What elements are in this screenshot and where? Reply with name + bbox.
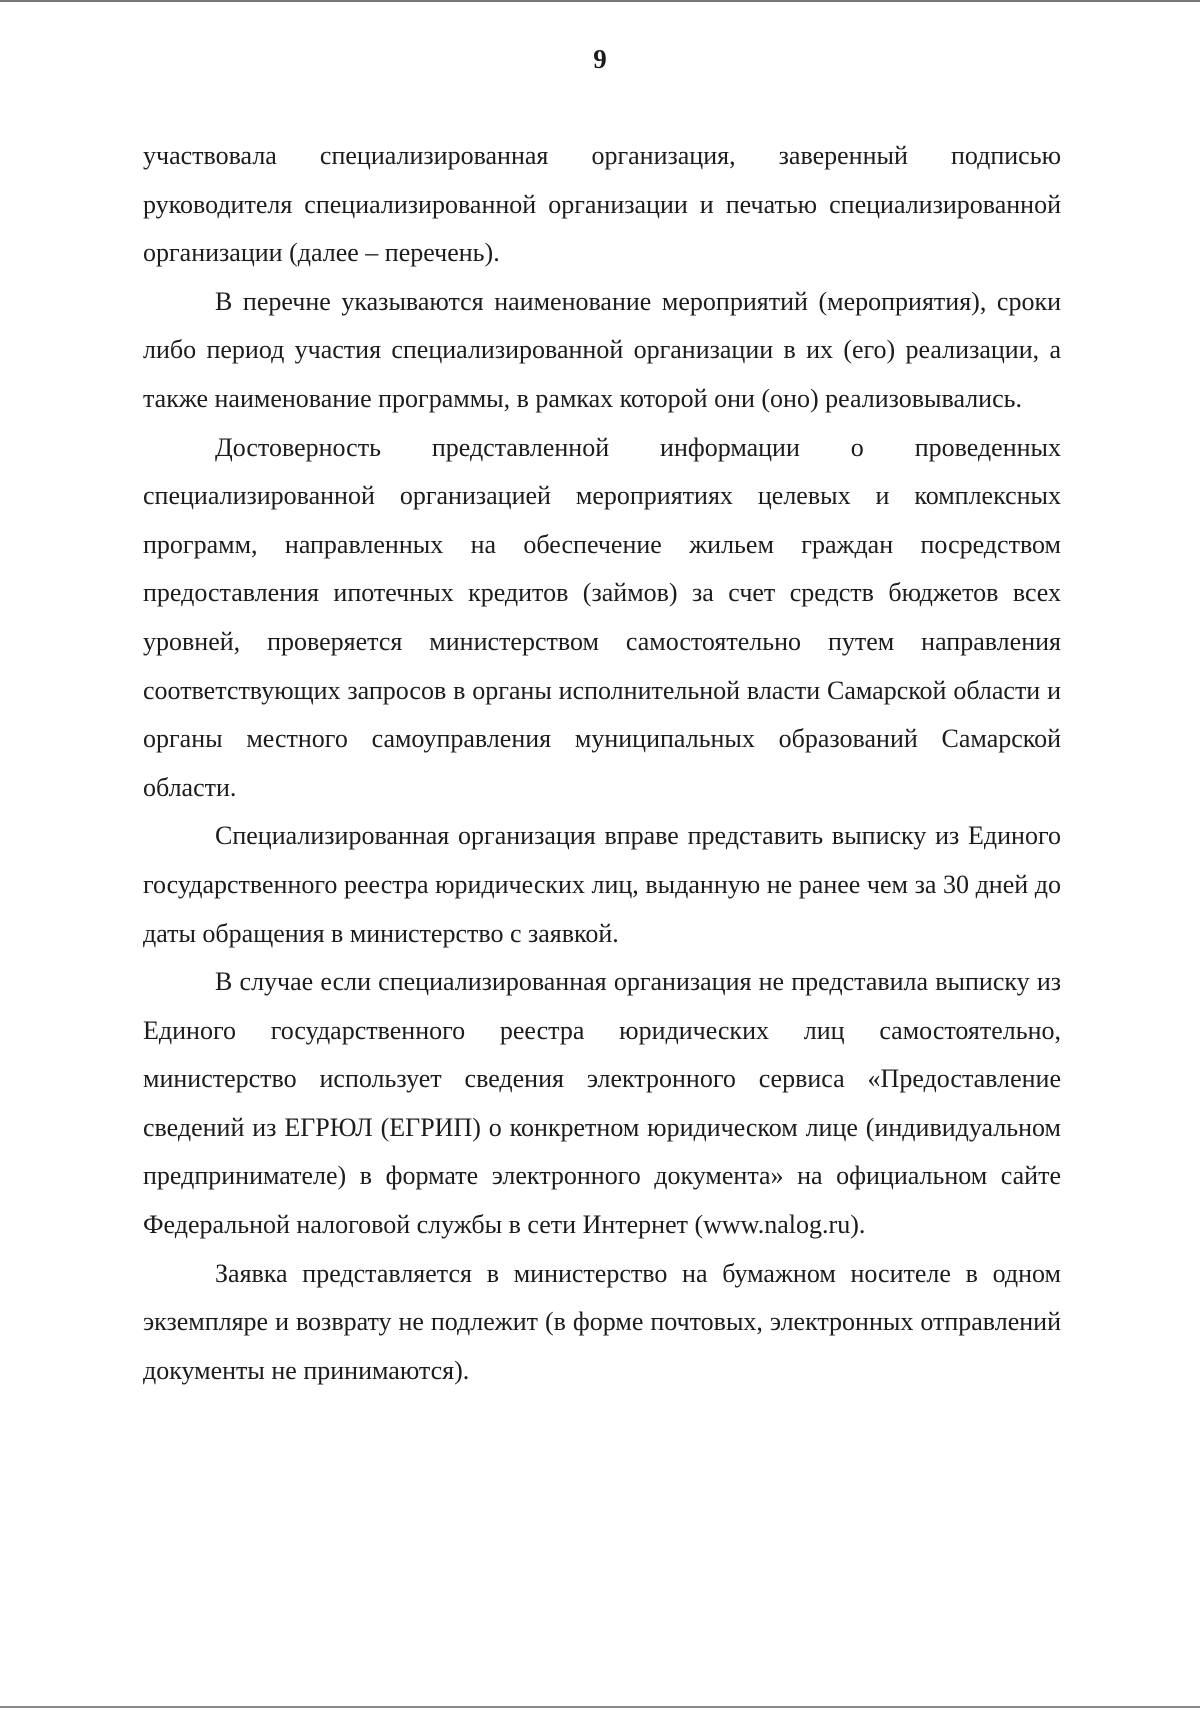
scan-top-edge	[0, 0, 1200, 2]
scan-bottom-edge	[0, 1706, 1200, 1708]
paragraph-verification: Достоверность представленной информации о проведенных специализированной организацией мероприятиях целевых и комплексных программ, направленных на обеспечение жильем граждан посредством предоставления ипотечных кредитов (займов) за счет средств бюджетов всех уровней, проверяется министерством самостоятельно путем направления соответствующих запросов в органы исполнительной власти Самарской области и органы местного самоуправления муниципальных образований Самарской области.	[143, 432, 1061, 802]
paragraph-electronic-service: В случае если специализированная организация не представила выписку из Единого государственного реестра юридических лиц самостоятельно, министерство использует сведения электронного сервиса «Предоставление сведений из ЕГРЮЛ (ЕГРИП) о конкретном юридическом лице (индивидуальном предпринимателе) в формате электронного документа» на официальном сайте Федеральной налоговой службы в сети Интернет (www.nalog.ru).	[143, 967, 1061, 1240]
paragraph-registry-extract: Специализированная организация вправе представить выписку из Единого государственного реестра юридических лиц, выданную не ранее чем за 30 дней до даты обращения в министерство с заявкой.	[143, 821, 1061, 948]
paragraph-list-contents: В перечне указываются наименование мероприятий (мероприятия), сроки либо период участия специализированной организации в их (его) реализации, а также наименование программы, в рамках которой они (оно) реализовывались.	[143, 286, 1061, 413]
document-body	[143, 132, 1061, 1395]
page-number: 9	[593, 44, 607, 74]
paragraph-continuation: участвовала специализированная организация, заверенный подписью руководителя специализированной организации и печатью специализированной организации (далее – перечень).	[143, 141, 1061, 268]
paragraph-application-submission: Заявка представляется в министерство на бумажном носителе в одном экземпляре и возврату не подлежит (в форме почтовых, электронных отправлений документы не принимаются).	[143, 1258, 1061, 1385]
